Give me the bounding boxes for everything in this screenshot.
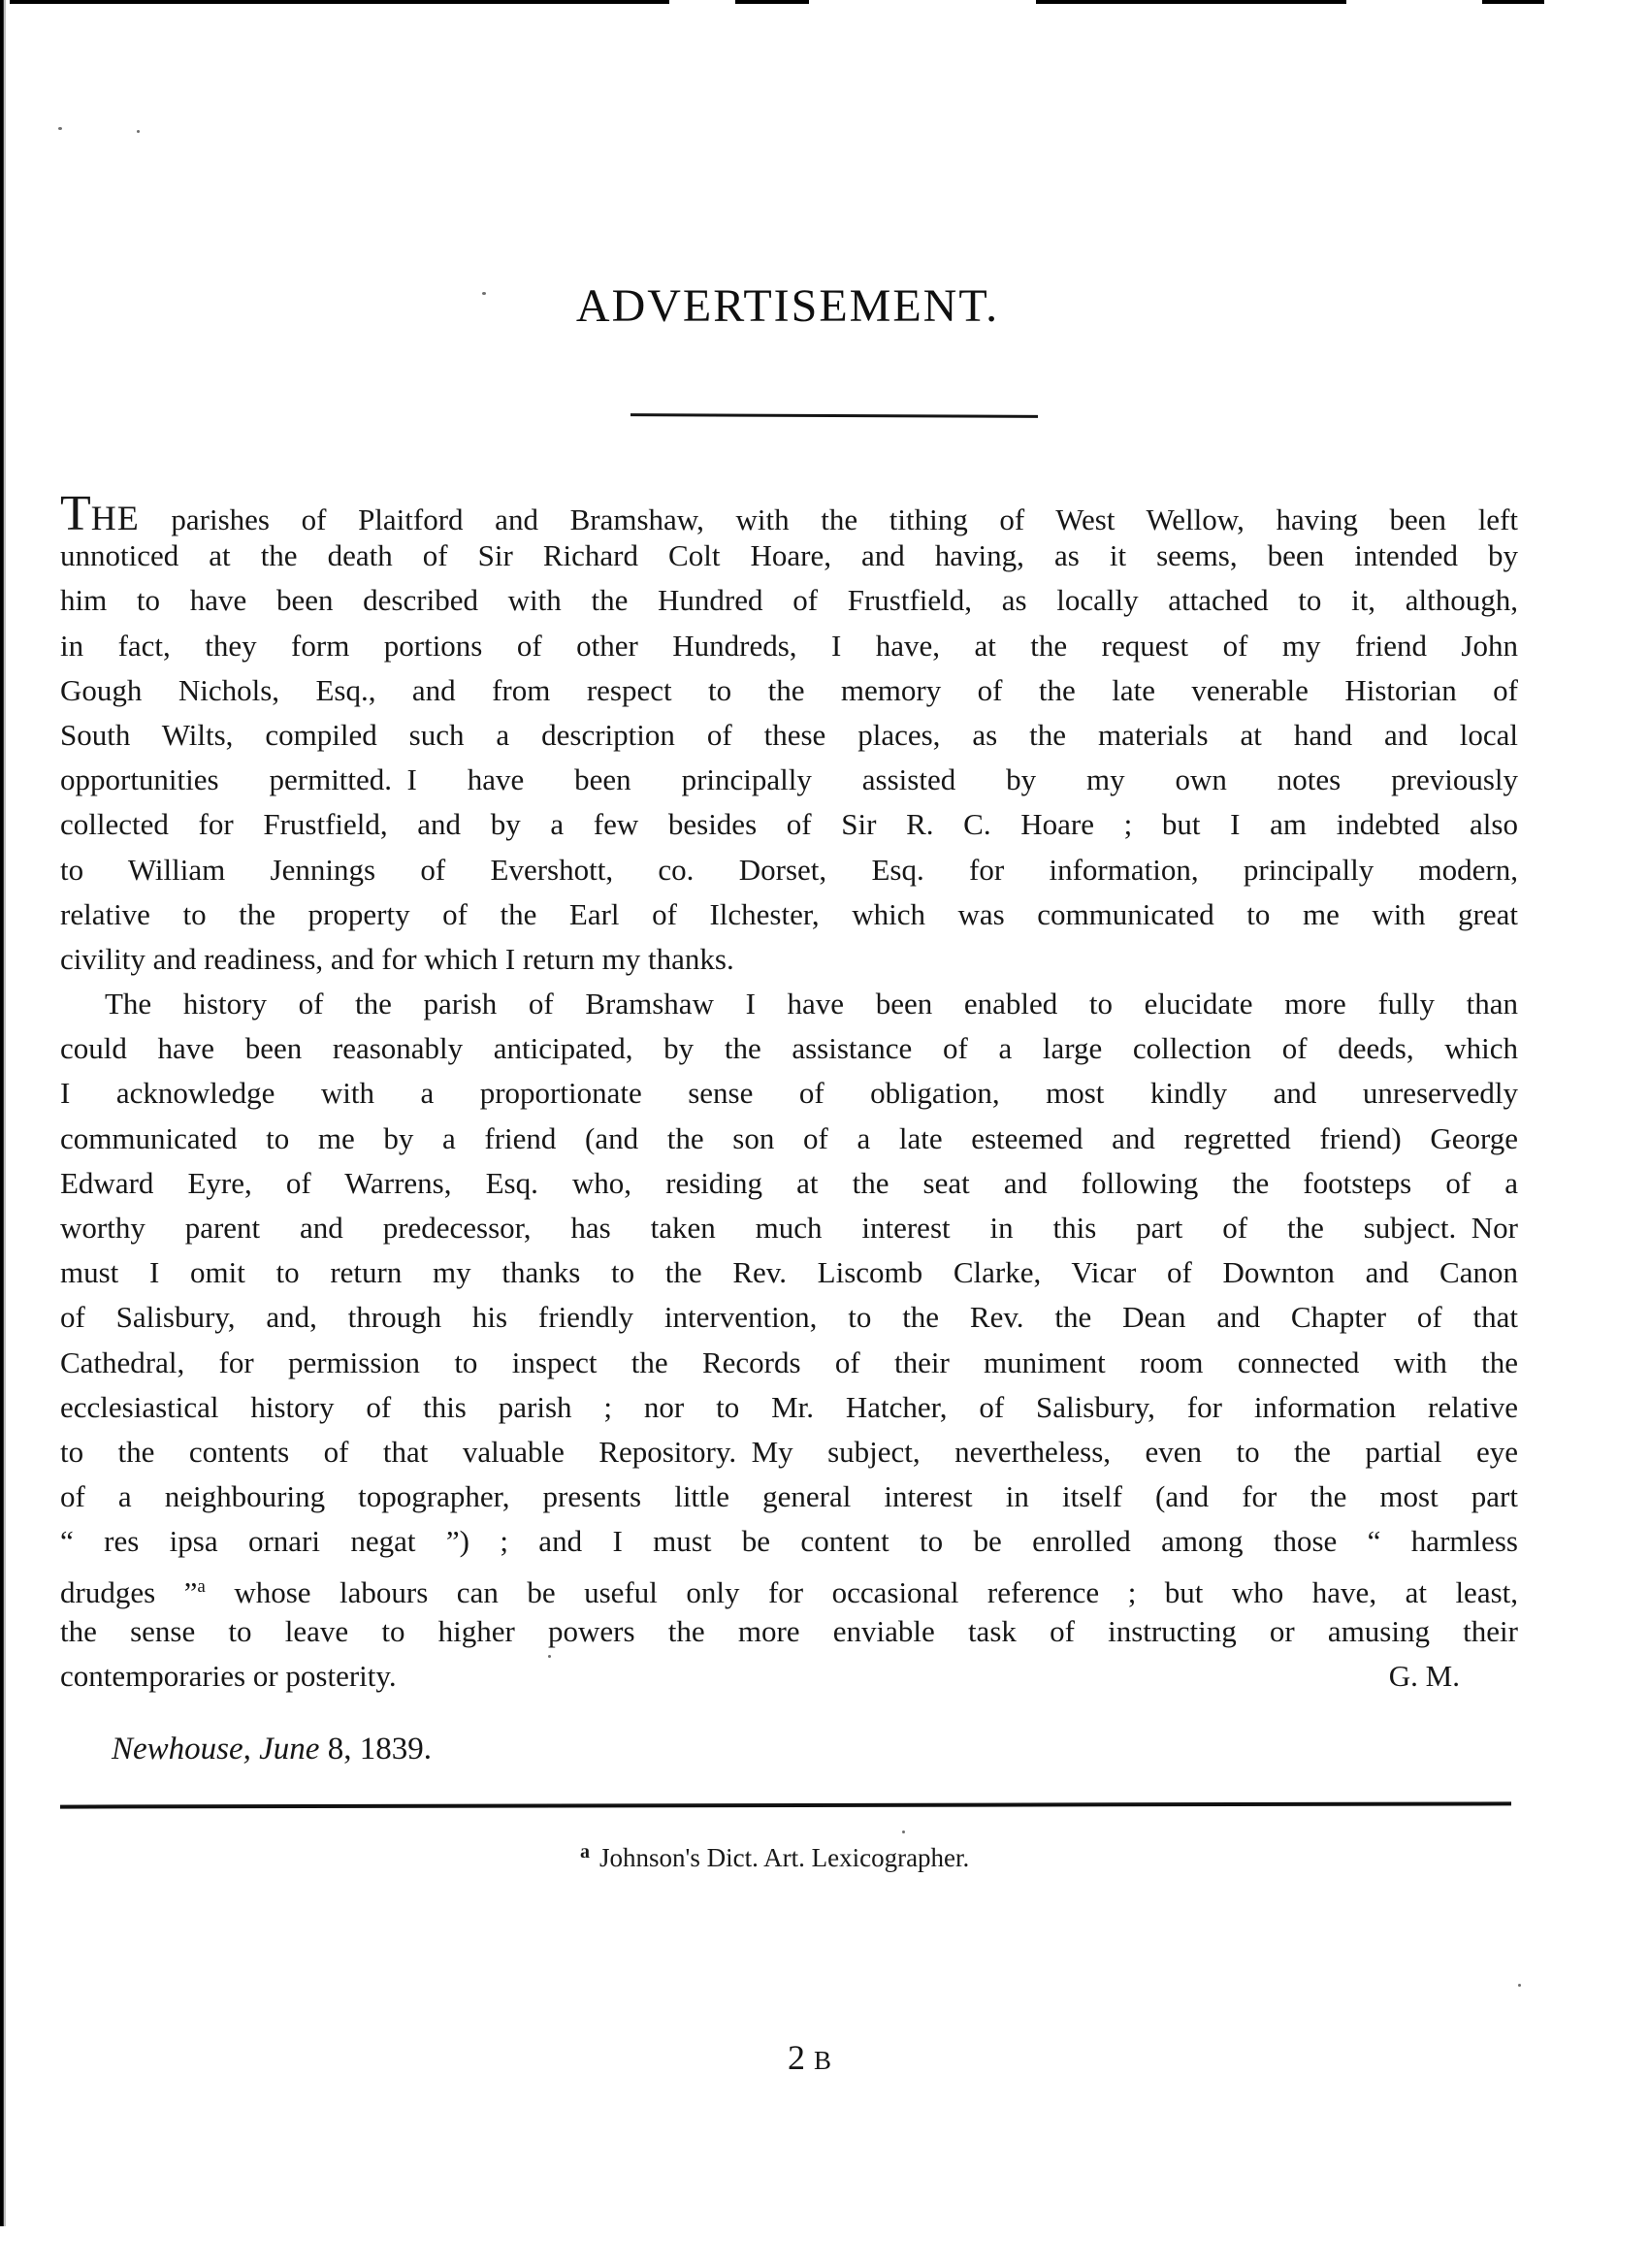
- body-line: I acknowledge with a proportionate sense of obligation, most kindly and unreservedly: [60, 1076, 1518, 1111]
- body-line: of Salisbury, and, through his friendly intervention, to the Rev. the Dean and Chapter of that: [60, 1300, 1518, 1335]
- title-rule: [630, 413, 1038, 418]
- body-text: [60, 486, 1518, 1699]
- body-line: communicated to me by a friend (and the son of a late esteemed and regretted friend) George: [60, 1120, 1518, 1155]
- body-line: Cathedral, for permission to inspect the Records of their muniment room connected with the: [60, 1345, 1518, 1379]
- footnote-reference-marker: a: [197, 1575, 206, 1597]
- dateline-date: 8, 1839.: [319, 1732, 432, 1766]
- page-title: ADVERTISEMENT.: [575, 280, 1000, 332]
- body-line: Gough Nichols, Esq., and from respect to the memory of the late venerable Historian of: [60, 672, 1518, 707]
- body-line: South Wilts, compiled such a description of these places, as the materials at hand and local: [60, 717, 1518, 752]
- scan-edge-artifact-top: [1036, 0, 1346, 4]
- signature-letter: B: [814, 2046, 832, 2075]
- dateline-place: Newhouse, June: [112, 1732, 320, 1766]
- scan-edge-artifact-top: [735, 0, 809, 4]
- body-line: relative to the property of the Earl of Ilchester, which was communicated to me with great: [60, 896, 1518, 931]
- body-line: civility and readiness, and for which I return my thanks.: [60, 941, 734, 976]
- dateline: [112, 1732, 432, 1767]
- signature-number: 2: [788, 2038, 805, 2077]
- drop-cap-T: T: [60, 486, 91, 541]
- body-line: collected for Frustfield, and by a few besides of Sir R. C. Hoare ; but I am indebted also: [60, 807, 1518, 842]
- scan-edge-artifact-left: [0, 0, 6, 2226]
- press-signature-mark: [788, 2037, 831, 2078]
- body-line-signature: [60, 1654, 1518, 1699]
- footnote: [580, 1841, 969, 1873]
- body-line: [60, 486, 1518, 541]
- body-line: in fact, they form portions of other Hundreds, I have, at the request of my friend John: [60, 628, 1518, 663]
- body-line: could have been reasonably anticipated, by the assistance of a large collection of deeds, which: [60, 1031, 1518, 1066]
- scan-speck: [902, 1831, 905, 1833]
- body-line-text: parishes of Plaitford and Bramshaw, with the tithing of West Wellow, having been left: [139, 502, 1518, 536]
- scan-edge-artifact-top: [1482, 0, 1544, 4]
- scan-speck: [58, 127, 62, 130]
- footnote-marker: a: [580, 1841, 590, 1863]
- scan-speck: [137, 130, 140, 133]
- body-line: “ res ipsa ornari negat ”) ; and I must be content to be enrolled among those “ harmless: [60, 1524, 1518, 1559]
- body-line-text: drudges ”: [60, 1574, 198, 1609]
- body-line: must I omit to return my thanks to the Rev. Liscomb Clarke, Vicar of Downton and Canon: [60, 1255, 1518, 1290]
- body-line-footnote-ref: [60, 1565, 1518, 1609]
- body-line: to the contents of that valuable Repository. My subject, nevertheless, even to the partial eye: [60, 1434, 1518, 1469]
- body-line: the sense to leave to higher powers the more enviable task of instructing or amusing their: [60, 1613, 1518, 1648]
- body-line: him to have been described with the Hundred of Frustfield, as locally attached to it, although,: [60, 583, 1518, 618]
- body-line: to William Jennings of Evershott, co. Dorset, Esq. for information, principally modern,: [60, 852, 1518, 887]
- body-line: opportunities permitted. I have been principally assisted by my own notes previously: [60, 762, 1518, 797]
- body-line: unnoticed at the death of Sir Richard Colt Hoare, and having, as it seems, been intended by: [60, 538, 1518, 573]
- body-line: The history of the parish of Bramshaw I have been enabled to elucidate more fully than: [105, 987, 1518, 1021]
- footnote-text: Johnson's Dict. Art. Lexicographer.: [599, 1843, 970, 1872]
- body-line-text: whose labours can be useful only for occasional reference ; but who have, at least,: [205, 1574, 1518, 1609]
- scan-speck: [1518, 1984, 1521, 1987]
- body-line-text: contemporaries or posterity.: [60, 1658, 397, 1693]
- scan-edge-artifact-top: [10, 0, 669, 4]
- body-line: ecclesiastical history of this parish ; nor to Mr. Hatcher, of Salisbury, for information relative: [60, 1389, 1518, 1424]
- footnote-rule: [60, 1801, 1511, 1808]
- author-initials: G. M.: [1388, 1658, 1460, 1693]
- body-line: Edward Eyre, of Warrens, Esq. who, residing at the seat and following the footsteps of a: [60, 1165, 1518, 1200]
- body-line: of a neighbouring topographer, presents little general interest in itself (and for the most part: [60, 1479, 1518, 1514]
- drop-cap-rest: HE: [90, 499, 140, 537]
- body-line: worthy parent and predecessor, has taken much interest in this part of the subject. Nor: [60, 1211, 1518, 1245]
